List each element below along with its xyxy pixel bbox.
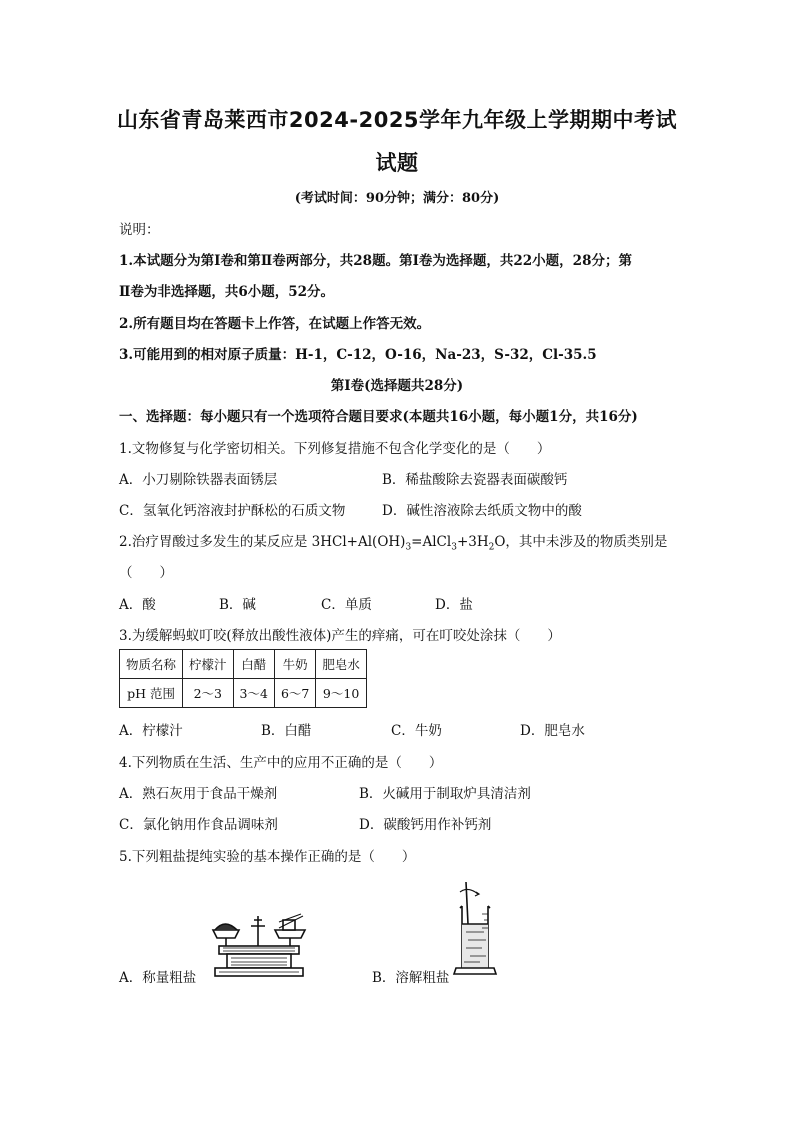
- q4-option-a[interactable]: A．熟石灰用于食品干燥剂: [119, 786, 278, 802]
- q3-stem: 3.为缓解蚂蚁叮咬(释放出酸性液体)产生的痒痛，可在叮咬处涂抹（ ）: [119, 628, 561, 644]
- q2-option-b[interactable]: B．碱: [219, 597, 256, 613]
- q2-paren: （ ）: [119, 565, 173, 581]
- ph-table-cell: 3～4: [233, 679, 274, 708]
- ph-table-cell: 9～10: [316, 679, 367, 708]
- ph-table-cell: 白醋: [233, 650, 274, 679]
- q1-option-c[interactable]: C．氢氧化钙溶液封护酥松的石质文物: [119, 503, 346, 519]
- ph-table: [119, 649, 367, 708]
- notes-item-2: 2.所有题目均在答题卡上作答，在试题上作答无效。: [119, 316, 431, 332]
- q2-option-c[interactable]: C．单质: [321, 597, 372, 613]
- ph-table-cell: 2～3: [183, 679, 234, 708]
- q2-eq-end: +3H: [456, 534, 489, 550]
- notes-item-1b: Ⅱ卷为非选择题，共6小题，52分。: [119, 284, 335, 300]
- q3-option-b[interactable]: B．白醋: [261, 723, 312, 739]
- ph-table-cell: 牛奶: [274, 650, 315, 679]
- notes-item-1a: 1.本试题分为第Ⅰ卷和第Ⅱ卷两部分，共28题。第Ⅰ卷为选择题，共22小题，28分；第: [119, 253, 632, 269]
- q4-option-c[interactable]: C．氯化钠用作食品调味剂: [119, 817, 278, 833]
- q3-option-a[interactable]: A．柠檬汁: [119, 723, 183, 739]
- exam-title-line2: 试题: [375, 151, 419, 175]
- ph-table-cell: 柠檬汁: [183, 650, 234, 679]
- exam-subtitle: (考试时间：90分钟；满分：80分): [294, 191, 500, 206]
- q1-stem: 1.文物修复与化学密切相关。下列修复措施不包含化学变化的是（ ）: [119, 441, 551, 457]
- q5-option-a[interactable]: A．称量粗盐: [119, 970, 197, 986]
- q3-option-c[interactable]: C．牛奶: [391, 723, 442, 739]
- exam-title-line1: 山东省青岛莱西市2024-2025学年九年级上学期期中考试: [116, 108, 678, 132]
- ph-table-value-row: [120, 679, 367, 708]
- q2-stem: [119, 530, 667, 553]
- ph-table-header-row: [120, 650, 367, 679]
- q4-option-d[interactable]: D．碳酸钙用作补钙剂: [359, 817, 492, 833]
- q1-option-a[interactable]: A．小刀剔除铁器表面锈层: [119, 472, 278, 488]
- beaker-dissolving-figure: [452, 880, 512, 980]
- section1-title: 第Ⅰ卷(选择题共28分): [330, 378, 464, 394]
- q1-option-d[interactable]: D．碱性溶液除去纸质文物中的酸: [382, 503, 582, 519]
- q2-stem-pre: 2.治疗胃酸过多发生的某反应是 3HCl+Al(OH): [119, 534, 406, 550]
- ph-table-cell: pH 范围: [120, 679, 183, 708]
- q2-sub-3a: 3: [405, 542, 412, 553]
- q2-sub-2: 2: [488, 542, 495, 553]
- q2-option-d[interactable]: D．盐: [435, 597, 473, 613]
- ph-table-cell: 肥皂水: [316, 650, 367, 679]
- q5-stem: 5.下列粗盐提纯实验的基本操作正确的是（ ）: [119, 849, 416, 865]
- balance-scale-figure: [205, 908, 317, 980]
- ph-table-cell: 物质名称: [120, 650, 183, 679]
- ph-table-cell: 6～7: [274, 679, 315, 708]
- q4-option-b[interactable]: B．火碱用于制取炉具清洁剂: [359, 786, 531, 802]
- q2-option-a[interactable]: A．酸: [119, 597, 156, 613]
- q5-option-b[interactable]: B．溶解粗盐: [372, 970, 450, 986]
- q1-option-b[interactable]: B．稀盐酸除去瓷器表面碳酸钙: [382, 472, 568, 488]
- q2-eq-mid: =AlCl: [411, 534, 452, 550]
- part1-title: 一、选择题：每小题只有一个选项符合题目要求(本题共16小题，每小题1分，共16分): [119, 409, 638, 425]
- q3-option-d[interactable]: D．肥皂水: [520, 723, 585, 739]
- q4-stem: 4.下列物质在生活、生产中的应用不正确的是（ ）: [119, 755, 443, 771]
- notes-item-3: 3.可能用到的相对原子质量：H-1，C-12，O-16，Na-23，S-32，Cl-35.5: [119, 347, 597, 363]
- notes-heading: 说明：: [119, 222, 160, 238]
- q2-sub-3b: 3: [451, 542, 457, 553]
- q2-stem-post: O，其中未涉及的物质类别是: [494, 534, 668, 550]
